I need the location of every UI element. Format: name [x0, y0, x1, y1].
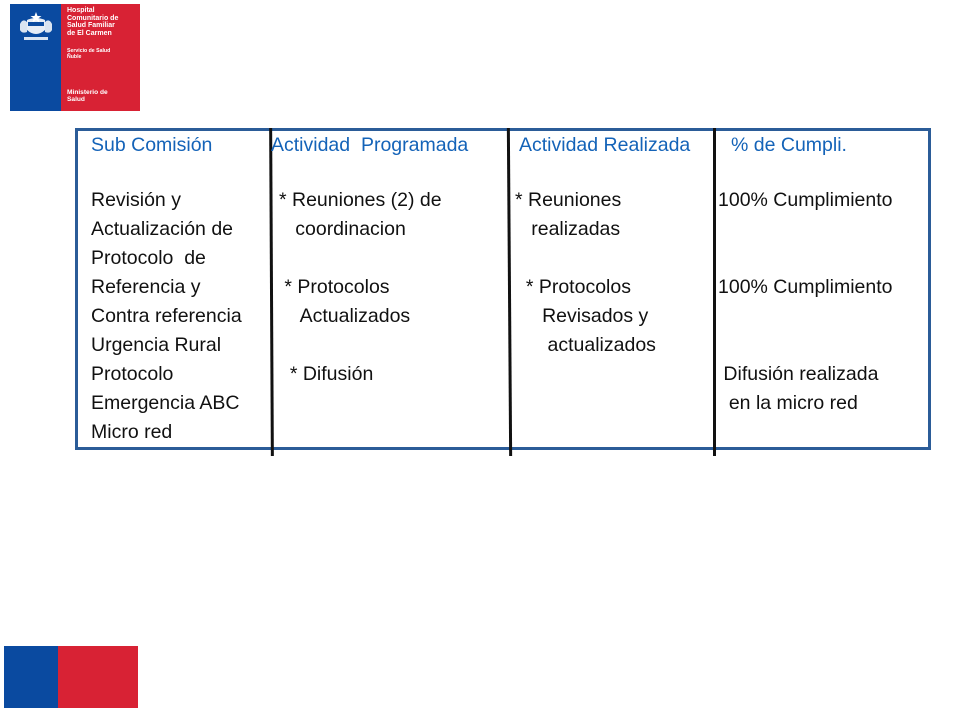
activity-table: [75, 128, 931, 450]
flag-red-block: [58, 646, 138, 708]
cell-cumplimiento: 100% Cumplimiento 100% Cumplimiento Difusión realizada en la micro red: [718, 189, 893, 414]
logo-blue-panel: [10, 4, 61, 111]
column-divider: [507, 128, 512, 456]
cell-sub-comision: Revisión y Actualización de Protocolo de Referencia y Contra referencia Urgencia Rural Protocolo Emergencia ABC Micro red: [91, 189, 242, 443]
health-service-name: Servicio de Salud Ñuble: [67, 48, 111, 61]
logo-red-panel: [61, 4, 140, 111]
header-sub-comision: Sub Comisión: [91, 134, 213, 156]
cell-actividad-programada: * Reuniones (2) de coordinacion * Protocolos Actualizados * Difusión: [279, 189, 442, 385]
hospital-name: Hospital Comunitario de Salud Familiar de El Carmen: [67, 7, 119, 37]
chile-coat-of-arms-icon: [16, 10, 56, 44]
cell-actividad-realizada: * Reuniones realizadas * Protocolos Revisados y actualizados: [515, 189, 656, 356]
header-cumplimiento: % de Cumpli.: [731, 134, 847, 156]
header-actividad-realizada: Actividad Realizada: [519, 134, 691, 156]
column-divider: [269, 128, 274, 456]
chile-flag-band: [4, 646, 138, 708]
column-divider: [713, 128, 716, 456]
ministry-name: Ministerio de Salud: [67, 89, 108, 104]
flag-blue-block: [4, 646, 58, 708]
header-actividad-programada: Actividad Programada: [271, 134, 469, 156]
hospital-logo: [10, 4, 140, 111]
